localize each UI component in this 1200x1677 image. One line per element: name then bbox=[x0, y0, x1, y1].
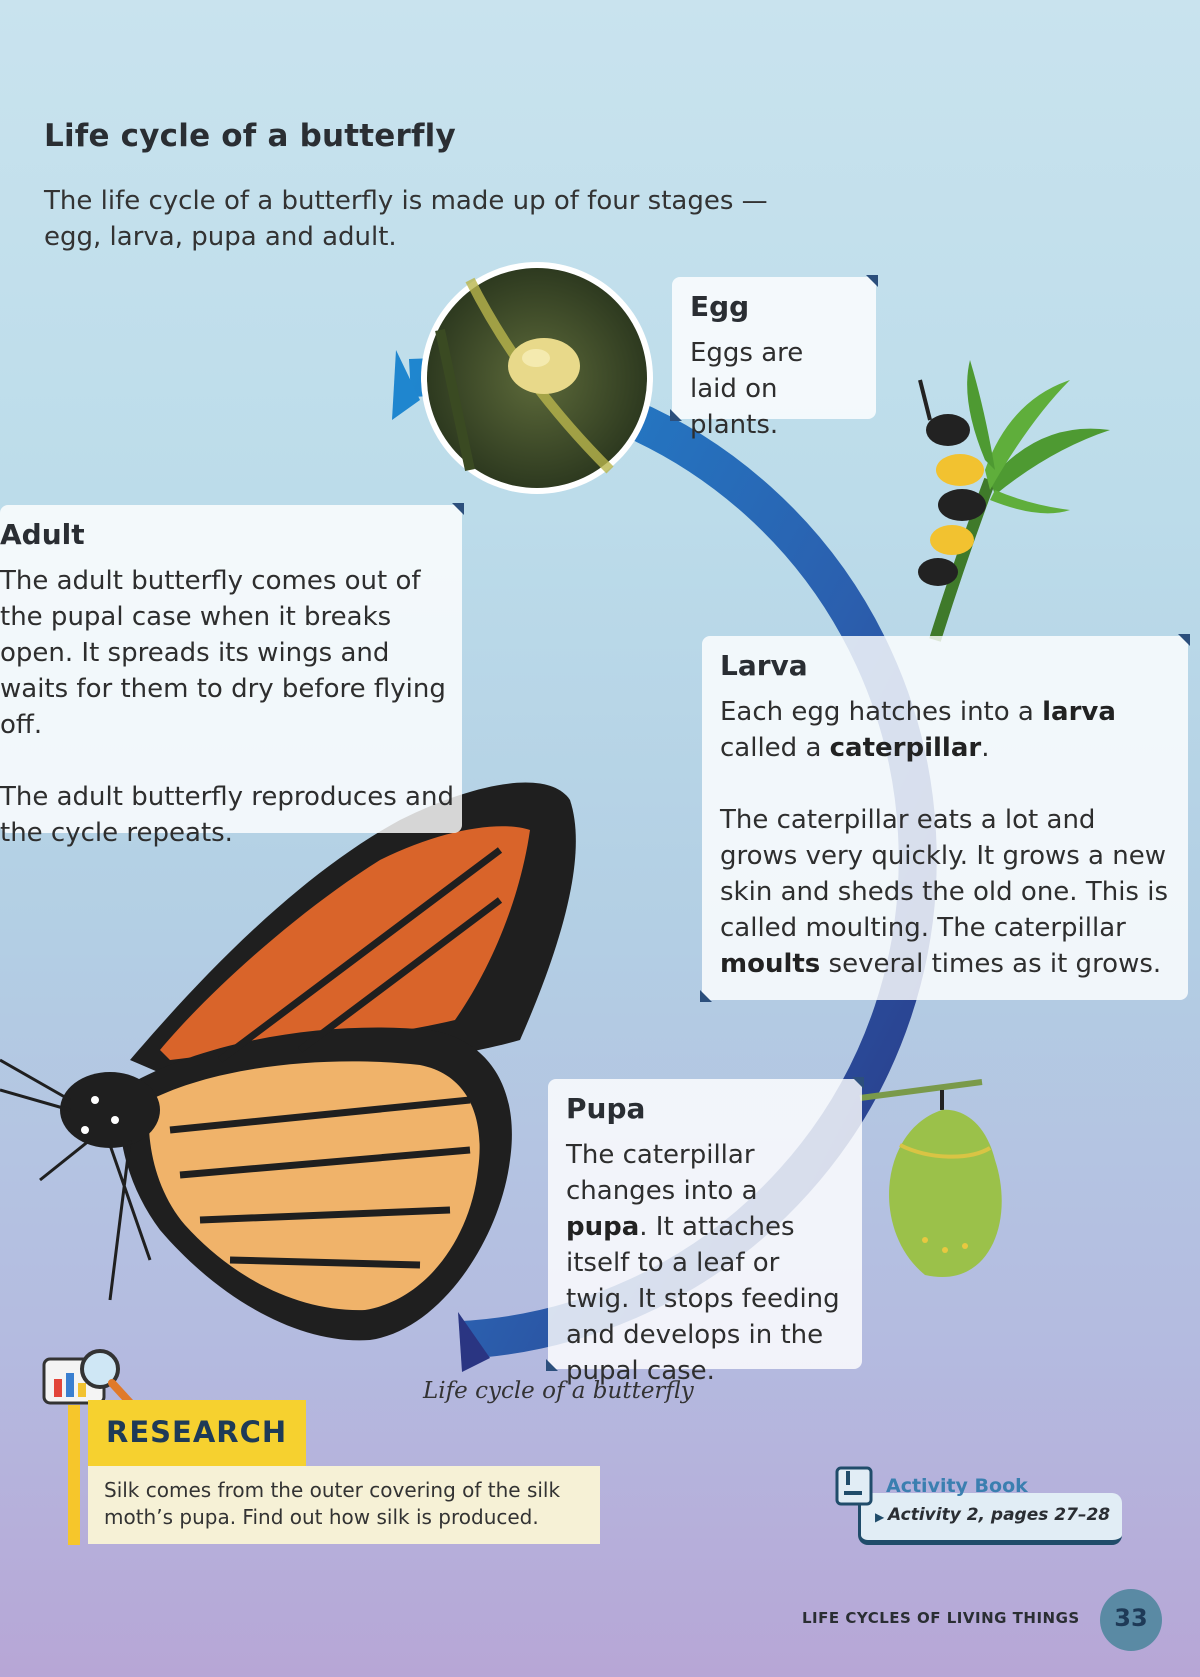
caterpillar-illustration bbox=[918, 360, 1110, 640]
stage-card-pupa bbox=[548, 1079, 862, 1386]
keyword-pupa: pupa bbox=[566, 1212, 640, 1242]
research-accent-bar bbox=[68, 1405, 80, 1545]
section-footer: LIFE CYCLES OF LIVING THINGS bbox=[802, 1609, 1080, 1627]
stage-text-adult-1: The adult butterfly comes out of the pupal case when it breaks open. It spreads its wings and waits for them to dry before flying off. bbox=[0, 566, 446, 740]
stage-card-egg bbox=[672, 277, 876, 440]
stage-text-adult-2: The adult butterfly reproduces and the cycle repeats. bbox=[0, 782, 454, 848]
chrysalis-illustration bbox=[860, 1082, 1002, 1277]
stage-card-larva bbox=[702, 636, 1188, 1000]
egg-photo bbox=[421, 262, 653, 494]
keyword-larva: larva bbox=[1042, 697, 1116, 727]
activity-book-pages: Activity 2, pages 27–28 bbox=[888, 1505, 1111, 1525]
stage-card-adult bbox=[0, 505, 462, 848]
research-text: Silk comes from the outer covering of the silk moth’s pupa. Find out how silk is produced. bbox=[104, 1478, 561, 1529]
stage-heading-pupa: Pupa bbox=[566, 1092, 646, 1125]
butterfly-illustration bbox=[0, 783, 576, 1341]
page-number: 33 bbox=[1114, 1604, 1148, 1632]
stage-text-pupa: The caterpillar changes into a pupa. It attaches itself to a leaf or twig. It stops feeding and develops in the pupal case. bbox=[566, 1140, 840, 1386]
page-intro: The life cycle of a butterfly is made up of four stages — egg, larva, pupa and adult. bbox=[44, 186, 768, 252]
stage-heading-larva: Larva bbox=[720, 649, 808, 682]
stage-heading-egg: Egg bbox=[690, 290, 750, 323]
keyword-moults: moults bbox=[720, 949, 821, 979]
caret-right-icon: ▶ bbox=[875, 1510, 885, 1524]
activity-book-title: Activity Book bbox=[886, 1475, 1028, 1497]
page-title: Life cycle of a butterfly bbox=[44, 118, 456, 154]
stage-text-larva-2: The caterpillar eats a lot and grows very quickly. It grows a new skin and sheds the old one. This is called moulting. The caterpillar moults several times as it grows. bbox=[720, 805, 1168, 979]
activity-book-icon bbox=[834, 1465, 876, 1507]
stage-heading-adult: Adult bbox=[0, 518, 85, 551]
stage-text-egg: Eggs are laid on plants. bbox=[690, 338, 804, 440]
research-label: RESEARCH bbox=[106, 1415, 288, 1449]
diagram-caption: Life cycle of a butterfly bbox=[423, 1378, 694, 1404]
stage-text-larva-1: Each egg hatches into a larva called a caterpillar. bbox=[720, 697, 1116, 763]
keyword-caterpillar: caterpillar bbox=[829, 733, 982, 763]
